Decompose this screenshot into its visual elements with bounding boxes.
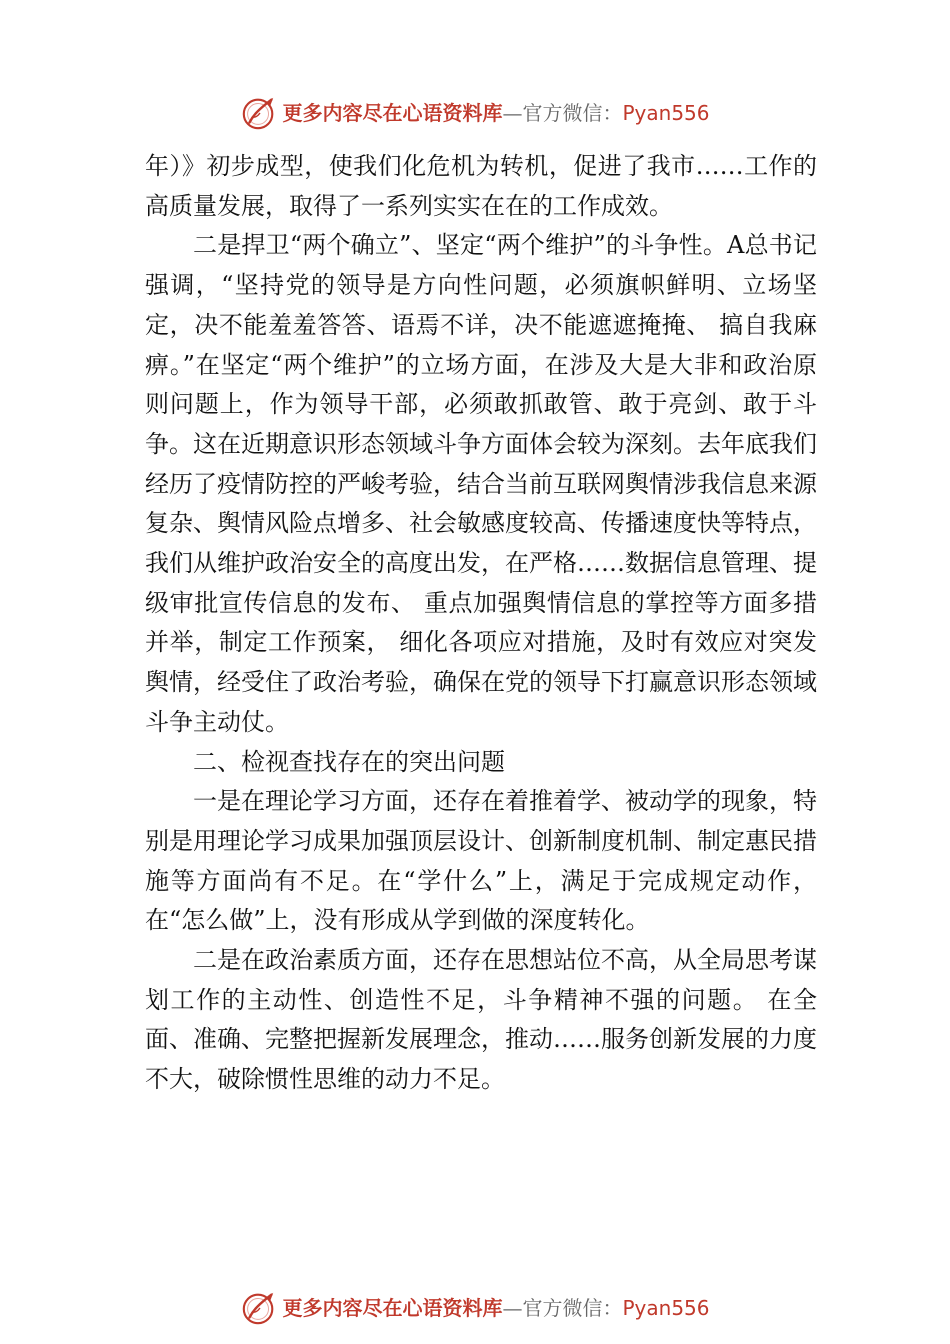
wechat-label: 官方微信： xyxy=(522,101,623,125)
wechat-id: Pyan556 xyxy=(622,101,710,125)
wechat-id: Pyan556 xyxy=(622,1296,710,1320)
wechat-label: 官方微信： xyxy=(522,1296,623,1320)
pen-seal-icon xyxy=(240,1289,278,1327)
paragraph: 一是在理论学习方面，还存在着推着学、被动学的现象，特别是用理论学习成果加强顶层设计、创新制度机制、制定惠民措施等方面尚有不足。在“学什么”上，满足于完成规定动作，在“怎么做”上，没有形成从学到做的深度转化。 xyxy=(145,787,817,935)
header-watermark xyxy=(0,93,950,133)
section-heading: 二、检视查找存在的突出问题 xyxy=(193,747,505,776)
paragraph-continuation: 年）》初步成型，使我们化危机为转机，促进了我市……工作的高质量发展，取得了一系列实实在在的工作成效。 xyxy=(145,152,817,220)
watermark-text xyxy=(282,1298,709,1318)
library-name: 更多内容尽在心语资料库 xyxy=(282,1296,503,1320)
paragraph: 二是在政治素质方面，还存在思想站位不高，从全局思考谋划工作的主动性、创造性不足，斗争精神不强的问题。 在全面、准确、完整把握新发展理念，推动……服务创新发展的力度不大，破除惯性思维的动力不足。 xyxy=(145,946,817,1094)
dash-separator: — xyxy=(502,1296,523,1320)
library-name: 更多内容尽在心语资料库 xyxy=(282,101,503,125)
pen-seal-icon xyxy=(240,94,278,132)
document-body xyxy=(145,147,817,1100)
paragraph: 二是捍卫“两个确立”、坚定“两个维护”的斗争性。A总书记强调，“坚持党的领导是方向性问题，必须旗帜鲜明、立场坚定，决不能羞羞答答、语焉不详，决不能遮遮掩掩、 搞自我麻痹。”在坚定“两个维护”的立场方面，在涉及大是大非和政治原则问题上，作为领导干部，必须敢抓敢管、敢于亮剑、敢于斗争。这在近期意识形态领域斗争方面体会较为深刻。去年底我们经历了疫情防控的严峻考验，结合当前互联网舆情涉我信息来源复杂、舆情风险点增多、社会敏感度较高、传播速度快等特点，我们从维护政治安全的高度出发，在严格……数据信息管理、提级审批宣传信息的发布、 重点加强舆情信息的掌控等方面多措并举，制定工作预案， 细化各项应对措施，及时有效应对突发舆情，经受住了政治考验，确保在党的领导下打赢意识形态领域斗争主动仗。 xyxy=(145,231,817,736)
footer-watermark xyxy=(0,1288,950,1328)
dash-separator: — xyxy=(502,101,523,125)
watermark-text xyxy=(282,103,709,123)
